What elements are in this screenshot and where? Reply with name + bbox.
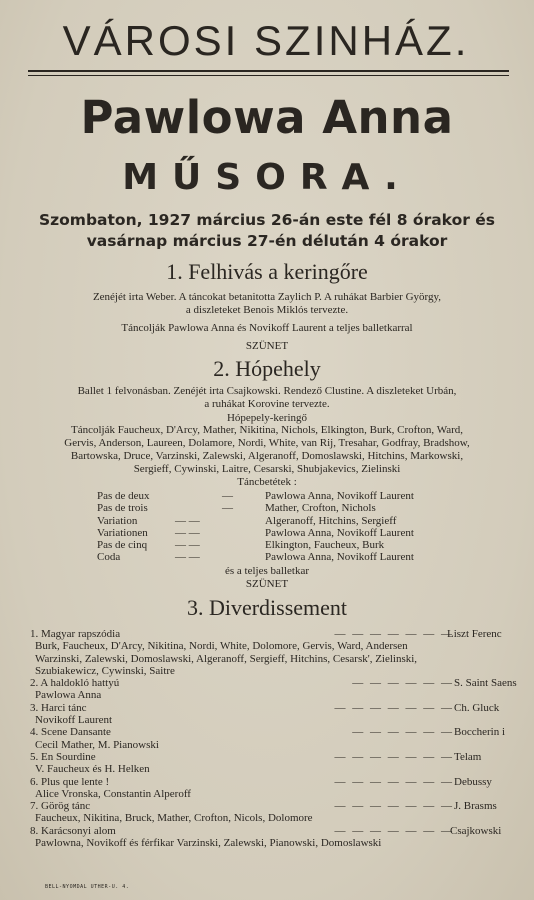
date-line: vasárnap március 27-én délután 4 órakor	[86, 232, 448, 250]
item-composer: S. Saint Saens	[454, 677, 517, 690]
dance-number-dash: — —	[175, 539, 200, 552]
item-dashes: — — — — — — —	[334, 628, 454, 640]
item-dashes: — — — — — —	[352, 677, 454, 690]
dance-number-performers: Mather, Crofton, Nichols	[265, 502, 376, 515]
credit-line: Ballet 1 felvonásban. Zenéjét irta Csajkowski. Rendező Clustine. A diszleteket Urbán,	[77, 385, 457, 397]
cast-line: Táncolják Faucheux, D'Arcy, Mather, Nikitina, Nichols, Elkington, Burk, Crofton, Ward,	[71, 424, 463, 436]
list-item	[30, 800, 510, 825]
dance-number-performers: Pawlowa Anna, Novikoff Laurent	[265, 526, 414, 539]
dance-number-row	[97, 502, 457, 514]
item-cast: Warzinski, Zalewski, Domoslawski, Algeranoff, Sergieff, Hitchins, Cesarsk', Zielinski,	[35, 652, 418, 665]
dance-number-dash: —	[222, 490, 233, 502]
dance-number-name: Variation	[97, 514, 138, 527]
dance-number-name: Pas de cinq	[97, 539, 148, 552]
list-item	[30, 825, 510, 850]
dance-number-name: Pas de deux	[97, 490, 150, 502]
item-title: 2. A haldokló hattyú	[30, 677, 120, 690]
item-dashes: — — — — — — —	[334, 800, 454, 813]
program-heading: MŰSORA.	[122, 157, 412, 198]
part1-dancers: Táncolják Pawlowa Anna és Novikoff Laurent a teljes balletkarral	[121, 322, 413, 334]
item-cast: Pawlowa Anna	[35, 689, 102, 702]
dance-number-row	[97, 551, 457, 563]
credit-line: Zenéjét irta Weber. A táncokat betanitotta Zaylich P. A ruhákat Barbier György,	[92, 291, 442, 303]
theater-name: VÁROSI SZINHÁZ.	[62, 17, 470, 64]
list-item	[30, 628, 510, 677]
dance-number-row	[97, 490, 457, 502]
intermission-1: SZÜNET	[245, 340, 289, 352]
dance-numbers-list	[97, 490, 457, 564]
item-composer: Debussy	[454, 775, 492, 788]
item-title: 4. Scene Dansante	[30, 726, 111, 739]
item-cast: Burk, Faucheux, D'Arcy, Nikitina, Nordi, White, Dolomore, Gervis, Ward, Andersen	[35, 640, 408, 653]
item-composer: Liszt Ferenc	[447, 628, 502, 640]
credit-line: a diszleteket Benois Miklós tervezte.	[185, 304, 349, 316]
list-item	[30, 677, 517, 702]
full-corps: és a teljes balletkar	[225, 565, 309, 577]
item-composer: Telam	[454, 750, 482, 763]
item-cast: Szubiakewicz, Cywinski, Saitre	[35, 664, 175, 677]
dance-number-dash: — —	[175, 526, 200, 539]
performer-name: Pawlowa Anna	[80, 91, 454, 144]
cast-line: Sergieff, Cywinski, Laitre, Cesarski, Shubjakevics, Zielinski	[133, 463, 401, 475]
item-title: 6. Plus que lente !	[30, 775, 110, 788]
item-composer: Boccherin i	[454, 726, 506, 739]
part1-credits	[0, 291, 534, 317]
header-rule-thick	[28, 70, 509, 72]
item-cast: Alice Vronska, Constantin Alperoff	[35, 787, 191, 800]
item-cast: Faucheux, Nikitina, Bruck, Mather, Crofton, Nicols, Dolomore	[35, 812, 313, 825]
dance-number-name: Pas de trois	[97, 502, 148, 515]
waltz-cast	[0, 424, 534, 476]
item-cast: Cecil Mather, M. Pianowski	[35, 738, 159, 751]
waltz-title: Hópepely-keringő	[226, 412, 308, 424]
part2-credits	[0, 385, 534, 411]
list-item	[30, 726, 510, 751]
dance-numbers-title: Táncbetétek :	[237, 476, 297, 488]
item-dashes: — — — — — — —	[334, 824, 454, 837]
printer-imprint: BELL-NYOMDAL UTHER-U. 4.	[45, 884, 130, 890]
item-composer: Csajkowski	[450, 824, 502, 837]
dance-number-row	[97, 527, 457, 539]
item-dashes: — — — — — —	[352, 726, 454, 739]
header-rule-thin	[28, 75, 509, 76]
intermission-2: SZÜNET	[245, 578, 289, 590]
item-title: 8. Karácsonyi alom	[30, 824, 116, 837]
item-title: 7. Görög tánc	[30, 800, 91, 813]
list-item	[30, 751, 510, 776]
item-cast: Pawlowna, Novikoff és férfikar Varzinski, Zalewski, Pianowski, Domoslawski	[35, 837, 382, 850]
dance-number-dash: — —	[175, 514, 200, 527]
item-composer: Ch. Gluck	[454, 701, 500, 714]
dance-number-dash: —	[222, 502, 233, 515]
dance-number-performers: Algeranoff, Hitchins, Sergieff	[265, 514, 397, 527]
date-line: Szombaton, 1927 március 26-án este fél 8 órakor és	[38, 211, 496, 229]
dance-number-name: Coda	[97, 551, 121, 564]
item-composer: J. Brasms	[454, 800, 497, 813]
dance-number-performers: Elkington, Faucheux, Burk	[265, 539, 385, 552]
list-item	[30, 702, 510, 727]
item-dashes: — — — — — — —	[334, 750, 454, 763]
dance-number-performers: Pawlowa Anna, Novikoff Laurent	[265, 551, 414, 564]
item-dashes: — — — — — — —	[334, 701, 454, 714]
cast-line: Gervis, Anderson, Laureen, Dolamore, Nordi, White, van Rij, Tresahar, Godfray, Bradshow,	[64, 437, 470, 449]
item-title: 5. En Sourdine	[30, 750, 96, 763]
part1-title: 1. Felhivás a keringőre	[166, 259, 368, 284]
item-title: 1. Magyar rapszódia	[30, 628, 121, 640]
dance-number-name: Variationen	[97, 526, 148, 539]
item-cast: V. Faucheux és H. Helken	[35, 763, 150, 776]
part2-title: 2. Hópehely	[213, 356, 321, 381]
item-dashes: — — — — — — —	[334, 775, 454, 788]
credit-line: a ruhákat Korovine tervezte.	[204, 398, 330, 410]
cast-line: Bartowska, Druce, Varzinski, Zalewski, Algeranoff, Domoslawski, Hitchins, Markowski,	[70, 450, 464, 462]
divertissement-list	[30, 628, 517, 850]
dance-number-row	[97, 539, 457, 551]
part3-title: 3. Diverdissement	[186, 595, 348, 620]
item-cast: Novikoff Laurent	[35, 714, 113, 727]
dance-number-dash: — —	[175, 551, 200, 564]
dance-number-performers: Pawlowa Anna, Novikoff Laurent	[265, 490, 414, 502]
item-title: 3. Harci tánc	[30, 701, 87, 714]
list-item	[30, 776, 510, 801]
performance-dates	[0, 210, 534, 252]
dance-number-row	[97, 515, 457, 527]
